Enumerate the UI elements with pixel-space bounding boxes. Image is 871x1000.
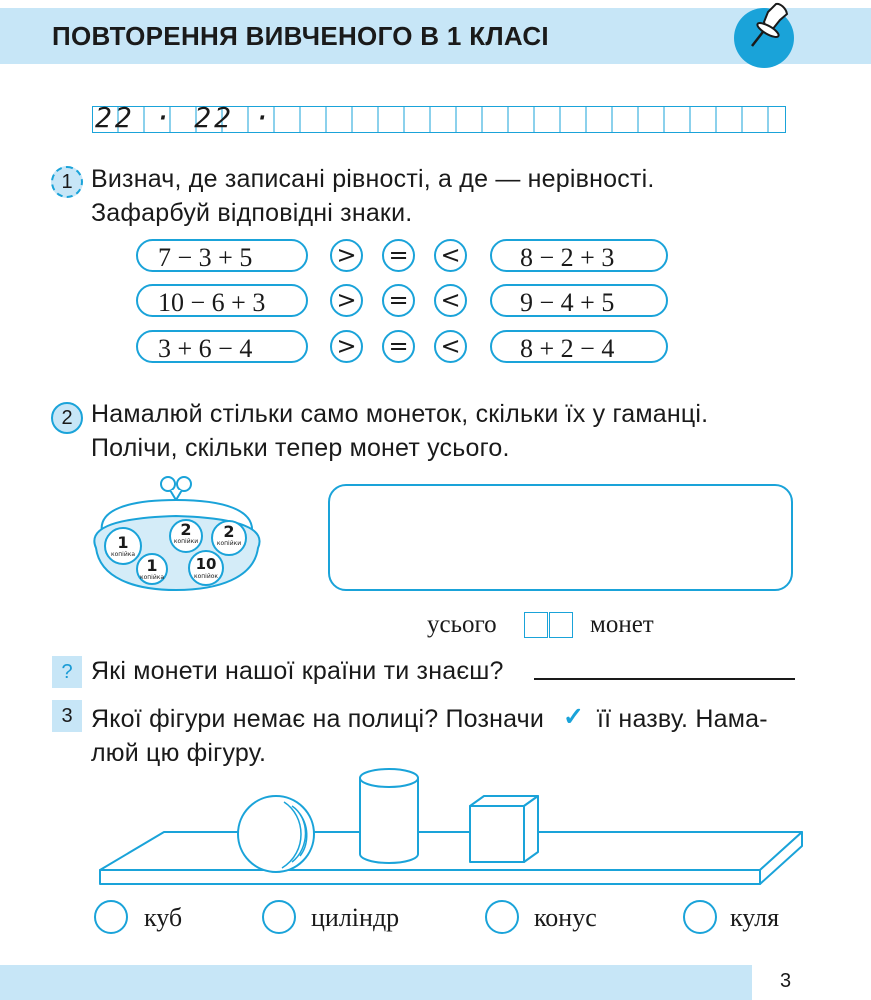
coin4-value: 1	[146, 556, 158, 575]
task1-row2-right-expression: 9 − 4 + 5	[490, 284, 668, 317]
task1-row2-sign-less[interactable]: <	[434, 284, 467, 317]
total-suffix: монет	[590, 611, 654, 638]
task1-number: 1	[51, 166, 83, 198]
task3-text-line1-b: її назву. Нама-	[597, 705, 768, 733]
task1-row1-sign-equal[interactable]: =	[382, 239, 415, 272]
coin2-value: 2	[180, 520, 192, 539]
coin2-label: копійки	[173, 538, 199, 545]
total-digit-2-cell[interactable]	[549, 612, 573, 638]
drawing-area[interactable]	[328, 484, 793, 591]
task1-row1-sign-greater[interactable]: >	[330, 239, 363, 272]
coin1-label: копійка	[110, 551, 136, 558]
task1-row3-right-expression: 8 + 2 − 4	[490, 330, 668, 363]
task1-row1-right-expression: 8 − 2 + 3	[490, 239, 668, 272]
task1-row3-left-expression: 3 + 6 − 4	[136, 330, 308, 363]
task1-row2-sign-greater[interactable]: >	[330, 284, 363, 317]
task1-row3-sign-equal[interactable]: =	[382, 330, 415, 363]
copybook-sample: 22 · 22 ·	[95, 101, 274, 134]
option-cube-circle[interactable]	[94, 900, 128, 934]
footer-band	[0, 965, 752, 1000]
task2-text-line1: Намалюй стільки само монеток, скільки їх у гаманці.	[91, 400, 709, 428]
coin1-value: 1	[117, 533, 129, 552]
option-cone-label: конус	[534, 903, 597, 932]
task1-row3-sign-greater[interactable]: >	[330, 330, 363, 363]
task1-text-line1: Визнач, де записані рівності, а де — нерівності.	[91, 165, 655, 193]
task1-row2-left-expression: 10 − 6 + 3	[136, 284, 308, 317]
option-sphere-label: куля	[730, 903, 780, 932]
task3-text-line1-a: Якої фігури немає на полиці? Позначи	[91, 705, 545, 733]
task2-number: 2	[51, 402, 83, 434]
option-cube-label: куб	[144, 903, 183, 932]
coin5-label: копійок	[193, 573, 219, 580]
coin3-label: копійки	[216, 540, 242, 547]
option-cylinder-circle[interactable]	[262, 900, 296, 934]
page-title: ПОВТОРЕННЯ ВИВЧЕНОГО В 1 КЛАСІ	[52, 21, 549, 51]
total-prefix: усього	[427, 611, 497, 638]
option-cylinder-label: циліндр	[311, 903, 400, 932]
task1-row1-left-expression: 7 − 3 + 5	[136, 239, 308, 272]
option-sphere-circle[interactable]	[683, 900, 717, 934]
shelf-illustration	[96, 762, 808, 890]
task3-text-line2: люй цю фігуру.	[91, 739, 267, 767]
coin3-value: 2	[223, 522, 235, 541]
task1-text-line2: Зафарбуй відповідні знаки.	[91, 199, 413, 227]
task2-text-line2: Полічи, скільки тепер монет усього.	[91, 434, 510, 462]
task1-row2-sign-equal[interactable]: =	[382, 284, 415, 317]
check-mark-icon: ✓	[563, 703, 585, 731]
total-digit-1-cell[interactable]	[524, 612, 548, 638]
question-answer-line[interactable]	[534, 678, 795, 680]
option-cone-circle[interactable]	[485, 900, 519, 934]
task1-row3-sign-less[interactable]: <	[434, 330, 467, 363]
pushpin-icon	[728, 0, 798, 72]
coin4-label: копійка	[139, 574, 165, 581]
question-mark-badge: ?	[52, 656, 82, 688]
page-number: 3	[780, 970, 792, 992]
task3-number: 3	[52, 700, 82, 732]
coin5-value: 10	[195, 555, 217, 573]
task1-row1-sign-less[interactable]: <	[434, 239, 467, 272]
question-text: Які монети нашої країни ти знаєш?	[91, 657, 504, 685]
